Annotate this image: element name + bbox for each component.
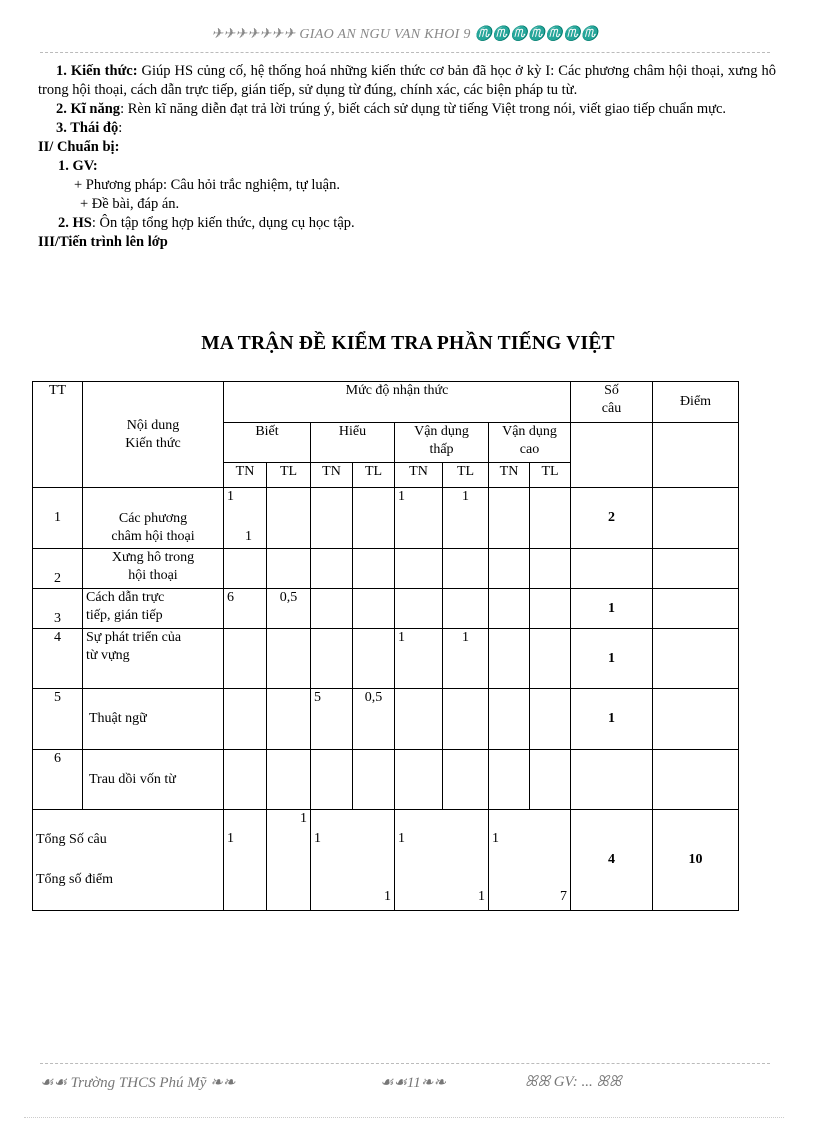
table-row: [33, 689, 739, 750]
cell-score: [653, 689, 739, 750]
cell-count: 1: [571, 589, 653, 629]
cell-biet-tl: [267, 689, 311, 750]
header-biet: Biết: [224, 423, 311, 463]
cell-score: [653, 589, 739, 629]
cell-hieu-tn: [311, 488, 353, 549]
cell-hieu-tn: [311, 589, 353, 629]
cell-vdt-tl: 1: [443, 629, 489, 689]
cell-biet-tn: 1 1: [224, 488, 267, 549]
total-hieu: 1 1: [311, 810, 395, 911]
cell-vdt-tn: [395, 689, 443, 750]
cell-vdt-tl: [443, 589, 489, 629]
cell-vdc-tl: [530, 750, 571, 810]
header-content: Nội dung Kiến thức: [83, 382, 224, 488]
totals-row: [33, 810, 739, 911]
header-tl: TL: [353, 463, 395, 488]
cell-count: 1: [571, 689, 653, 750]
row-content: Thuật ngữ: [83, 689, 224, 750]
cell-vdt-tl: [443, 689, 489, 750]
knowledge-text: Giúp HS củng cố, hệ thống hoá những kiến thức cơ bản đã học ở kỳ I: Các phương châm hội thoại, xưng hô trong hội thoại, cách dẫn trực tiếp, gián tiếp, sử dụng từ đúng, chính xác, các biện pháp tu từ.: [38, 63, 776, 98]
cell-biet-tn: [224, 689, 267, 750]
hs-text: : Ôn tập tổng hợp kiến thức, dụng cụ học tập.: [91, 215, 355, 231]
row-content: Các phương châm hội thoại: [83, 488, 224, 549]
cell-vdt-tn: [395, 589, 443, 629]
attitude-text: :: [118, 120, 123, 136]
cell-score: [653, 629, 739, 689]
hs-preparation: [38, 214, 776, 233]
gv-item-exam: + Đề bài, đáp án.: [80, 196, 180, 212]
footer-page-number: ☙☙11❧❧: [380, 1075, 446, 1091]
footer-school: ☙☙ Trường THCS Phú Mỹ ❧❧: [40, 1075, 236, 1091]
table-row: [33, 549, 739, 589]
cell-biet-tl: [267, 629, 311, 689]
total-biet-tl: 1: [267, 810, 311, 911]
cell-hieu-tn: 5: [311, 689, 353, 750]
total-vd-cao: 1 7: [489, 810, 571, 911]
row-content: Trau dồi vốn từ: [83, 750, 224, 810]
cell-biet-tn: [224, 549, 267, 589]
table-row: [33, 629, 739, 689]
cell-count: 2: [571, 488, 653, 549]
total-vd-thap: 1 1: [395, 810, 489, 911]
row-content: Xưng hô trong hội thoại: [83, 549, 224, 589]
row-tt: 3: [33, 589, 83, 629]
cell-vdc-tl: [530, 689, 571, 750]
row-tt: 4: [33, 629, 83, 689]
cell-vdc-tn: [489, 589, 530, 629]
cell-hieu-tn: [311, 549, 353, 589]
cell-hieu-tl: [353, 629, 395, 689]
cell-biet-tn: 6: [224, 589, 267, 629]
total-score: 10: [653, 810, 739, 911]
total-score-label: Tổng số điểm: [36, 872, 113, 887]
header-score-blank: [653, 423, 739, 488]
row-tt: 6: [33, 750, 83, 810]
cell-score: [653, 549, 739, 589]
header-hieu: Hiểu: [311, 423, 395, 463]
cell-hieu-tl: [353, 589, 395, 629]
header-count-blank: [571, 423, 653, 488]
header-vd-cao: Vận dụng cao: [489, 423, 571, 463]
cell-vdc-tn: [489, 750, 530, 810]
cell-vdt-tl: [443, 549, 489, 589]
cell-vdc-tn: [489, 689, 530, 750]
skills-label: 2. Kĩ năng: [56, 101, 121, 117]
cell-biet-tl: [267, 549, 311, 589]
attitude-objective: [38, 119, 776, 138]
cell-biet-tn: [224, 629, 267, 689]
cell-score: [653, 488, 739, 549]
cell-count: 1: [571, 629, 653, 689]
row-tt: 1: [33, 488, 83, 549]
header-count: Số câu: [571, 382, 653, 423]
skills-objective: [38, 100, 776, 119]
matrix-title: MA TRẬN ĐỀ KIỂM TRA PHẦN TIẾNG VIỆT: [201, 333, 615, 354]
lesson-content: [38, 62, 776, 252]
cell-vdc-tn: [489, 549, 530, 589]
header-tn: TN: [311, 463, 353, 488]
header-tt: TT: [33, 382, 83, 488]
cell-count: [571, 549, 653, 589]
page-bottom-divider: [24, 1117, 784, 1118]
gv-label: 1. GV:: [58, 158, 98, 174]
cell-vdc-tl: [530, 488, 571, 549]
cell-vdt-tn: 1: [395, 629, 443, 689]
header-tl: TL: [443, 463, 489, 488]
header-divider: [40, 52, 770, 53]
cell-vdc-tn: [489, 488, 530, 549]
table-row: [33, 488, 739, 549]
header-level: Mức độ nhận thức: [224, 382, 571, 423]
cell-biet-tl: [267, 488, 311, 549]
header-score: Điểm: [653, 382, 739, 423]
cell-vdc-tl: [530, 589, 571, 629]
hs-label: 2. HS: [58, 215, 92, 231]
exam-matrix-table: [32, 381, 739, 911]
header-tn: TN: [489, 463, 530, 488]
attitude-label: 3. Thái độ: [56, 120, 119, 136]
row-content: Cách dẫn trực tiếp, gián tiếp: [83, 589, 224, 629]
header-tl: TL: [530, 463, 571, 488]
total-count: 4: [571, 810, 653, 911]
cell-vdt-tn: [395, 549, 443, 589]
process-heading: III/Tiến trình lên lớp: [38, 234, 168, 250]
header-vd-thap: Vận dụng thấp: [395, 423, 489, 463]
header-tn: TN: [395, 463, 443, 488]
cell-hieu-tn: [311, 629, 353, 689]
cell-vdt-tl: [443, 750, 489, 810]
header-row-1: [33, 382, 739, 423]
row-tt: 2: [33, 549, 83, 589]
cell-vdt-tl: 1: [443, 488, 489, 549]
cell-hieu-tl: 0,5: [353, 689, 395, 750]
total-count-label: Tổng Số câu: [36, 832, 107, 847]
cell-biet-tl: 0,5: [267, 589, 311, 629]
row-content: Sự phát triển của từ vựng: [83, 629, 224, 689]
header-tl: TL: [267, 463, 311, 488]
total-biet-tn: 1: [224, 810, 267, 911]
page-header: ✈✈✈✈✈✈✈ GIAO AN NGU VAN KHOI 9 ♏♏♏♏♏♏♏: [211, 27, 599, 42]
cell-hieu-tl: [353, 488, 395, 549]
cell-count: [571, 750, 653, 810]
cell-vdc-tl: [530, 549, 571, 589]
cell-vdt-tn: [395, 750, 443, 810]
cell-hieu-tl: [353, 549, 395, 589]
cell-biet-tl: [267, 750, 311, 810]
cell-vdc-tn: [489, 629, 530, 689]
knowledge-objective: [38, 62, 776, 100]
cell-score: [653, 750, 739, 810]
gv-item-method: + Phương pháp: Câu hỏi trắc nghiệm, tự luận.: [74, 177, 340, 193]
table-row: [33, 750, 739, 810]
totals-label: [33, 810, 224, 911]
preparation-heading: II/ Chuẩn bị:: [38, 139, 120, 155]
cell-biet-tn: [224, 750, 267, 810]
table-row: [33, 589, 739, 629]
footer-divider: [40, 1063, 770, 1064]
cell-hieu-tl: [353, 750, 395, 810]
cell-hieu-tn: [311, 750, 353, 810]
footer-teacher: ꕤꕤ GV: ... ꕤꕤ: [525, 1074, 622, 1090]
knowledge-label: 1. Kiến thức:: [56, 63, 138, 79]
cell-vdc-tl: [530, 629, 571, 689]
header-tn: TN: [224, 463, 267, 488]
row-tt: 5: [33, 689, 83, 750]
skills-text: : Rèn kĩ năng diễn đạt trả lời trúng ý, biết cách sử dụng từ tiếng Việt trong nói, viết giao tiếp chuẩn mực.: [120, 101, 727, 117]
cell-vdt-tn: 1: [395, 488, 443, 549]
